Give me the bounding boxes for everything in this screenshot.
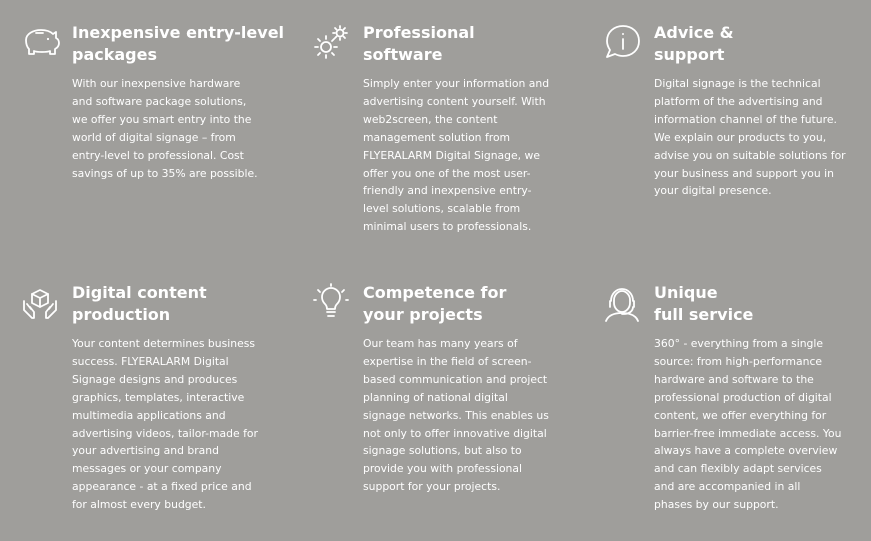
lightbulb-icon	[311, 283, 351, 323]
feature-competence-projects	[363, 282, 585, 496]
feature-unique-full-service	[654, 282, 864, 514]
feature-title: Inexpensive entry-level packages	[72, 23, 285, 64]
feature-title: Digital content production	[72, 283, 207, 324]
feature-title: Unique full service	[654, 283, 754, 324]
feature-description: 360° - everything from a single source: from high-performance hardware and software to the professional production of digital content, we offer everything for barrier-free immediate access. You always have a complete overview and can flexibly adapt services and are accompanied in all phases by our support.	[654, 337, 842, 512]
gears-icon	[311, 22, 351, 62]
piggy-bank-icon	[20, 22, 60, 62]
hands-box-icon	[20, 284, 60, 324]
info-speech-bubble-icon	[602, 22, 642, 62]
feature-description: Digital signage is the technical platform of the advertising and information channel of the future. We explain our products to you, advise you on suitable solutions for your business and support you in your digital presence.	[654, 77, 846, 198]
feature-digital-content-production	[72, 282, 292, 514]
feature-description: Simply enter your information and advertising content yourself. With web2screen, the content management solution from FLYERALARM Digital Signage, we offer you one of the most user- friendly and inexpensive entry- level solutions, scalable from minimal users to professionals.	[363, 77, 550, 234]
feature-advice-support	[654, 22, 864, 200]
feature-title: Professional software	[363, 23, 475, 64]
feature-description: With our inexpensive hardware and software package solutions, we offer you smart entry into the world of digital signage – from entry-level to professional. Cost savings of up to 35% are possible.	[72, 77, 258, 180]
feature-professional-software	[363, 22, 585, 236]
feature-title: Advice & support	[654, 23, 734, 64]
feature-title: Competence for your projects	[363, 283, 507, 324]
feature-inexpensive-packages	[72, 22, 290, 182]
feature-description: Our team has many years of expertise in the field of screen- based communication and project planning of national digital signage networks. This enables us not only to offer innovative digital signage solutions, but also to provide you with professional support for your projects.	[363, 337, 549, 494]
support-agent-headset-icon	[602, 283, 642, 323]
feature-description: Your content determines business success. FLYERALARM Digital Signage designs and produces graphics, templates, interactive multimedia applications and advertising videos, tailor-made for your advertising and brand messages or your company appearance - at a fixed price and for almost every budget.	[72, 337, 258, 512]
